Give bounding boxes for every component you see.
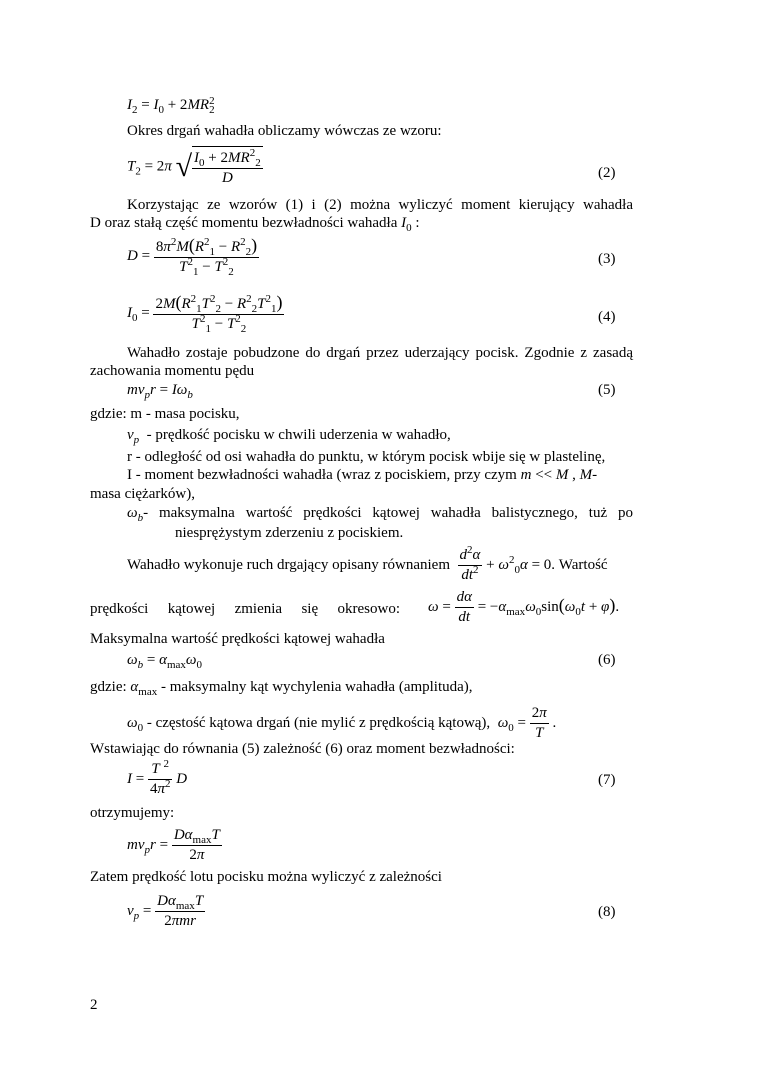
equation-result: $mv_pr$ = $\frac{D\alpha_{max}T}{2\pi}$	[127, 827, 220, 863]
paragraph-text: gdzie: m - masa pocisku,	[90, 406, 240, 422]
paragraph-text: Wahadło wykonuje ruch drgający opisany równaniem $\frac{d^2\alpha}{dt^2}$ + $\omega^2_0\alpha = 0$. Wartość	[127, 544, 608, 583]
equation-number: (4)	[598, 309, 616, 325]
equation-4: $I_0$ = $\frac{2M(R^2_1T^2_2 - R^2_2T^2_1)}{T^2_1 - T^2_2}$	[127, 292, 283, 335]
paragraph-text: I - moment bezwładności wahadła (wraz z pociskiem, przy czym m << M , M-	[127, 467, 598, 483]
paragraph-text: gdzie: $\alpha_{max}$ - maksymalny kąt wychylenia wahadła (amplituda),	[90, 679, 473, 698]
equation-7: I = $\frac{T ^2}{4\pi^2}$ D	[127, 758, 188, 797]
paragraph-text: $\omega_0$ - częstość kątowa drgań (nie mylić z prędkością kątową), $\omega_0$ = $\frac{2\pi}{T}$ .	[127, 705, 557, 741]
paragraph-text: $\omega_b-$ maksymalna wartość prędkości kątowej wahadła balistycznego, tuż po	[127, 505, 633, 524]
paragraph-text: otrzymujemy:	[90, 805, 175, 821]
paragraph-text: r - odległość od osi wahadła do punktu, w którym pocisk wbije się w plastelinę,	[127, 449, 606, 465]
paragraph-text: niesprężystym zderzeniu z pociskiem.	[175, 525, 404, 541]
equation-omega: ω = $\frac{d\alpha}{dt}$ = $-\alpha_{max}\omega_0\sin(\omega_0t + \varphi)$.	[428, 589, 620, 625]
paragraph-text: Korzystając ze wzorów (1) i (2) można wyliczyć moment kierujący wahadła	[127, 197, 633, 213]
paragraph-text: Maksymalna wartość prędkości kątowej wahadła	[90, 631, 385, 647]
paragraph-text: zachowania momentu pędu	[90, 363, 255, 379]
equation-3: D = $\frac{8\pi^2M(R^2_1 - R^2_2)}{T^2_1 - T^2_2}$	[127, 235, 258, 278]
equation-i2: $I_2 = I_0 + 2MR$ 2 2	[127, 95, 215, 116]
equation-5: $mv_pr = I\omega_b$	[127, 382, 193, 401]
equation-8: $v_p$ = $\frac{D\alpha_{max}T}{\text{2πmr}}$	[127, 893, 204, 929]
paragraph-text: Wstawiając do równania (5) zależność (6) oraz moment bezwładności:	[90, 741, 515, 757]
paragraph-text: Okres drgań wahadła obliczamy wówczas ze wzoru:	[127, 123, 442, 139]
paragraph-text: D oraz stałą część momentu bezwładności wahadła $I_0$ :	[90, 215, 420, 234]
equation-2: $T_2 = 2\pi$ √ $\frac{I_0 + 2MR^2_2}{D}$	[127, 147, 261, 186]
equation-number: (7)	[598, 772, 616, 788]
paragraph-text: Zatem prędkość lotu pocisku można wyliczyć z zależności	[90, 869, 442, 885]
equation-number: (3)	[598, 251, 616, 267]
equation-6: $\omega_b = \alpha_{max}\omega_0$	[127, 652, 202, 671]
paragraph-text: $v_p$ - prędkość pocisku w chwili uderzenia w wahadło,	[127, 427, 451, 446]
paragraph-text: masa ciężarków),	[90, 486, 195, 502]
equation-number: (5)	[598, 382, 616, 398]
page-number: 2	[90, 997, 98, 1013]
equation-number: (6)	[598, 652, 616, 668]
paragraph-text: prędkości kątowej zmienia się okresowo: ω = $\frac{d\alpha}{dt}$ = $-\alpha_{max}\omega_0\sin(\omega_0t + \varphi)$.	[90, 589, 620, 625]
paragraph-text: Wahadło zostaje pobudzone do drgań przez uderzający pocisk. Zgodnie z zasadą	[127, 345, 633, 361]
equation-number: (8)	[598, 904, 616, 920]
equation-number: (2)	[598, 165, 616, 181]
